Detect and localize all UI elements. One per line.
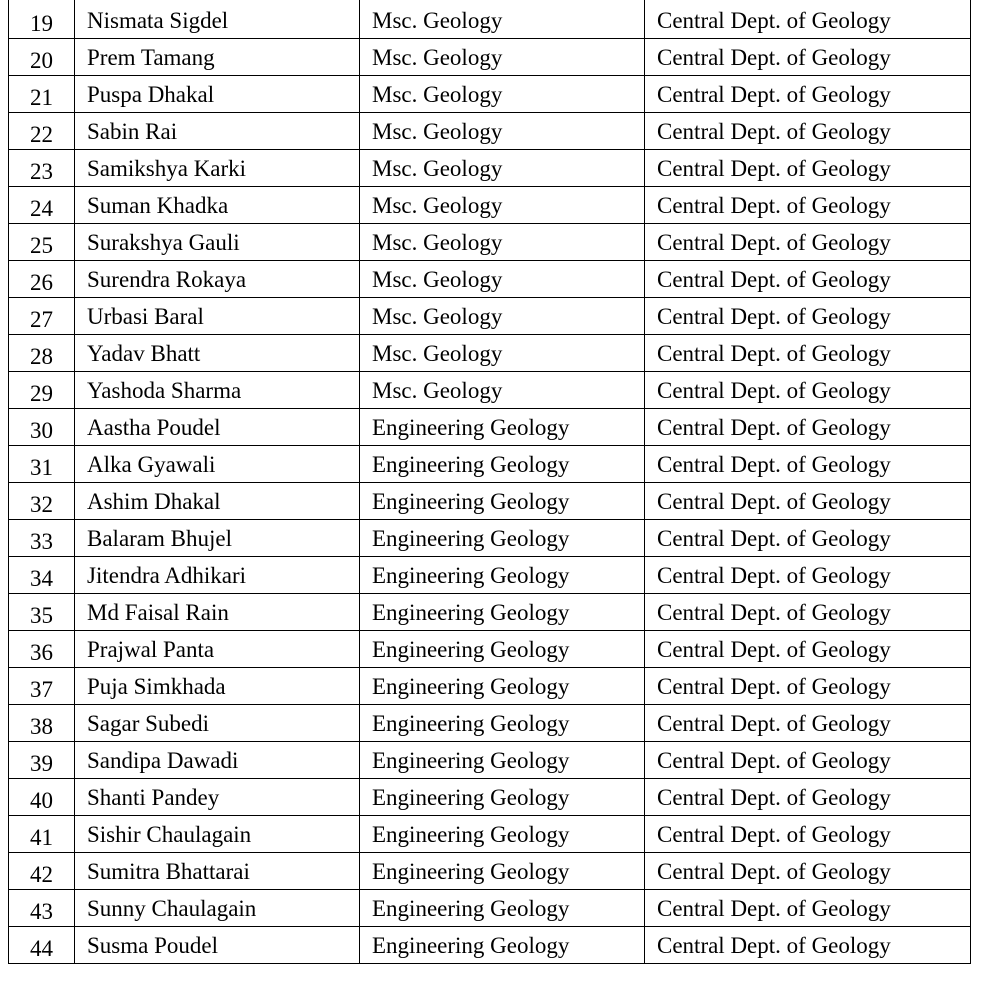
- department-cell: Central Dept. of Geology: [645, 445, 971, 482]
- department-cell: Central Dept. of Geology: [645, 630, 971, 667]
- serial-number-cell: 40: [9, 778, 75, 815]
- table-row: [9, 482, 971, 519]
- department-cell: Central Dept. of Geology: [645, 519, 971, 556]
- department-cell: Central Dept. of Geology: [645, 186, 971, 223]
- program-cell: Engineering Geology: [360, 852, 645, 889]
- table-row: [9, 852, 971, 889]
- document-page: [8, 0, 970, 964]
- table-row: [9, 38, 971, 75]
- table-row: [9, 667, 971, 704]
- program-cell: Engineering Geology: [360, 593, 645, 630]
- student-name-cell: Puja Simkhada: [75, 667, 360, 704]
- program-cell: Engineering Geology: [360, 778, 645, 815]
- serial-number-cell: 41: [9, 815, 75, 852]
- student-name-cell: Sunny Chaulagain: [75, 889, 360, 926]
- serial-number-cell: 42: [9, 852, 75, 889]
- table-row: [9, 223, 971, 260]
- department-cell: Central Dept. of Geology: [645, 260, 971, 297]
- student-name-cell: Prem Tamang: [75, 38, 360, 75]
- student-name-cell: Nismata Sigdel: [75, 0, 360, 38]
- table-row: [9, 778, 971, 815]
- serial-number-cell: 43: [9, 889, 75, 926]
- student-name-cell: Sishir Chaulagain: [75, 815, 360, 852]
- serial-number-cell: 32: [9, 482, 75, 519]
- table-row: [9, 297, 971, 334]
- student-name-cell: Yadav Bhatt: [75, 334, 360, 371]
- program-cell: Engineering Geology: [360, 741, 645, 778]
- serial-number-cell: 30: [9, 408, 75, 445]
- table-row: [9, 408, 971, 445]
- department-cell: Central Dept. of Geology: [645, 593, 971, 630]
- program-cell: Engineering Geology: [360, 667, 645, 704]
- department-cell: Central Dept. of Geology: [645, 741, 971, 778]
- serial-number-cell: 36: [9, 630, 75, 667]
- student-name-cell: Shanti Pandey: [75, 778, 360, 815]
- department-cell: Central Dept. of Geology: [645, 0, 971, 38]
- serial-number-cell: 31: [9, 445, 75, 482]
- department-cell: Central Dept. of Geology: [645, 38, 971, 75]
- program-cell: Msc. Geology: [360, 75, 645, 112]
- program-cell: Msc. Geology: [360, 334, 645, 371]
- table-row: [9, 371, 971, 408]
- serial-number-cell: 37: [9, 667, 75, 704]
- table-row: [9, 112, 971, 149]
- table-row: [9, 334, 971, 371]
- department-cell: Central Dept. of Geology: [645, 852, 971, 889]
- program-cell: Msc. Geology: [360, 112, 645, 149]
- serial-number-cell: 38: [9, 704, 75, 741]
- serial-number-cell: 26: [9, 260, 75, 297]
- department-cell: Central Dept. of Geology: [645, 556, 971, 593]
- serial-number-cell: 39: [9, 741, 75, 778]
- program-cell: Msc. Geology: [360, 223, 645, 260]
- serial-number-cell: 23: [9, 149, 75, 186]
- student-name-cell: Samikshya Karki: [75, 149, 360, 186]
- program-cell: Msc. Geology: [360, 260, 645, 297]
- table-row: [9, 75, 971, 112]
- program-cell: Engineering Geology: [360, 704, 645, 741]
- student-name-cell: Md Faisal Rain: [75, 593, 360, 630]
- table-row: [9, 445, 971, 482]
- serial-number-cell: 27: [9, 297, 75, 334]
- program-cell: Engineering Geology: [360, 556, 645, 593]
- serial-number-cell: 33: [9, 519, 75, 556]
- program-cell: Msc. Geology: [360, 371, 645, 408]
- program-cell: Engineering Geology: [360, 408, 645, 445]
- department-cell: Central Dept. of Geology: [645, 815, 971, 852]
- program-cell: Msc. Geology: [360, 149, 645, 186]
- table-row: [9, 260, 971, 297]
- serial-number-cell: 20: [9, 38, 75, 75]
- table-row: [9, 704, 971, 741]
- serial-number-cell: 19: [9, 0, 75, 38]
- department-cell: Central Dept. of Geology: [645, 889, 971, 926]
- student-name-cell: Puspa Dhakal: [75, 75, 360, 112]
- table-row: [9, 149, 971, 186]
- program-cell: Engineering Geology: [360, 482, 645, 519]
- program-cell: Engineering Geology: [360, 889, 645, 926]
- table-row: [9, 630, 971, 667]
- serial-number-cell: 28: [9, 334, 75, 371]
- student-name-cell: Urbasi Baral: [75, 297, 360, 334]
- serial-number-cell: 29: [9, 371, 75, 408]
- program-cell: Msc. Geology: [360, 38, 645, 75]
- student-name-cell: Sagar Subedi: [75, 704, 360, 741]
- student-name-cell: Susma Poudel: [75, 926, 360, 963]
- serial-number-cell: 35: [9, 593, 75, 630]
- department-cell: Central Dept. of Geology: [645, 408, 971, 445]
- department-cell: Central Dept. of Geology: [645, 371, 971, 408]
- program-cell: Engineering Geology: [360, 519, 645, 556]
- program-cell: Msc. Geology: [360, 0, 645, 38]
- student-name-cell: Ashim Dhakal: [75, 482, 360, 519]
- student-name-cell: Aastha Poudel: [75, 408, 360, 445]
- roster-body: [9, 0, 971, 963]
- student-roster-table: [8, 0, 971, 964]
- program-cell: Engineering Geology: [360, 445, 645, 482]
- student-name-cell: Surakshya Gauli: [75, 223, 360, 260]
- table-row: [9, 815, 971, 852]
- department-cell: Central Dept. of Geology: [645, 926, 971, 963]
- student-name-cell: Jitendra Adhikari: [75, 556, 360, 593]
- serial-number-cell: 44: [9, 926, 75, 963]
- table-row: [9, 519, 971, 556]
- table-row: [9, 0, 971, 38]
- department-cell: Central Dept. of Geology: [645, 149, 971, 186]
- serial-number-cell: 25: [9, 223, 75, 260]
- table-row: [9, 556, 971, 593]
- student-name-cell: Sabin Rai: [75, 112, 360, 149]
- student-name-cell: Surendra Rokaya: [75, 260, 360, 297]
- department-cell: Central Dept. of Geology: [645, 297, 971, 334]
- student-name-cell: Alka Gyawali: [75, 445, 360, 482]
- student-name-cell: Yashoda Sharma: [75, 371, 360, 408]
- table-row: [9, 741, 971, 778]
- table-row: [9, 926, 971, 963]
- serial-number-cell: 22: [9, 112, 75, 149]
- department-cell: Central Dept. of Geology: [645, 112, 971, 149]
- student-name-cell: Sumitra Bhattarai: [75, 852, 360, 889]
- department-cell: Central Dept. of Geology: [645, 704, 971, 741]
- table-row: [9, 186, 971, 223]
- department-cell: Central Dept. of Geology: [645, 482, 971, 519]
- department-cell: Central Dept. of Geology: [645, 667, 971, 704]
- serial-number-cell: 34: [9, 556, 75, 593]
- serial-number-cell: 21: [9, 75, 75, 112]
- program-cell: Engineering Geology: [360, 630, 645, 667]
- serial-number-cell: 24: [9, 186, 75, 223]
- student-name-cell: Sandipa Dawadi: [75, 741, 360, 778]
- department-cell: Central Dept. of Geology: [645, 334, 971, 371]
- table-row: [9, 889, 971, 926]
- program-cell: Engineering Geology: [360, 926, 645, 963]
- department-cell: Central Dept. of Geology: [645, 223, 971, 260]
- program-cell: Msc. Geology: [360, 297, 645, 334]
- department-cell: Central Dept. of Geology: [645, 75, 971, 112]
- program-cell: Msc. Geology: [360, 186, 645, 223]
- student-name-cell: Prajwal Panta: [75, 630, 360, 667]
- student-name-cell: Balaram Bhujel: [75, 519, 360, 556]
- table-row: [9, 593, 971, 630]
- department-cell: Central Dept. of Geology: [645, 778, 971, 815]
- student-name-cell: Suman Khadka: [75, 186, 360, 223]
- program-cell: Engineering Geology: [360, 815, 645, 852]
